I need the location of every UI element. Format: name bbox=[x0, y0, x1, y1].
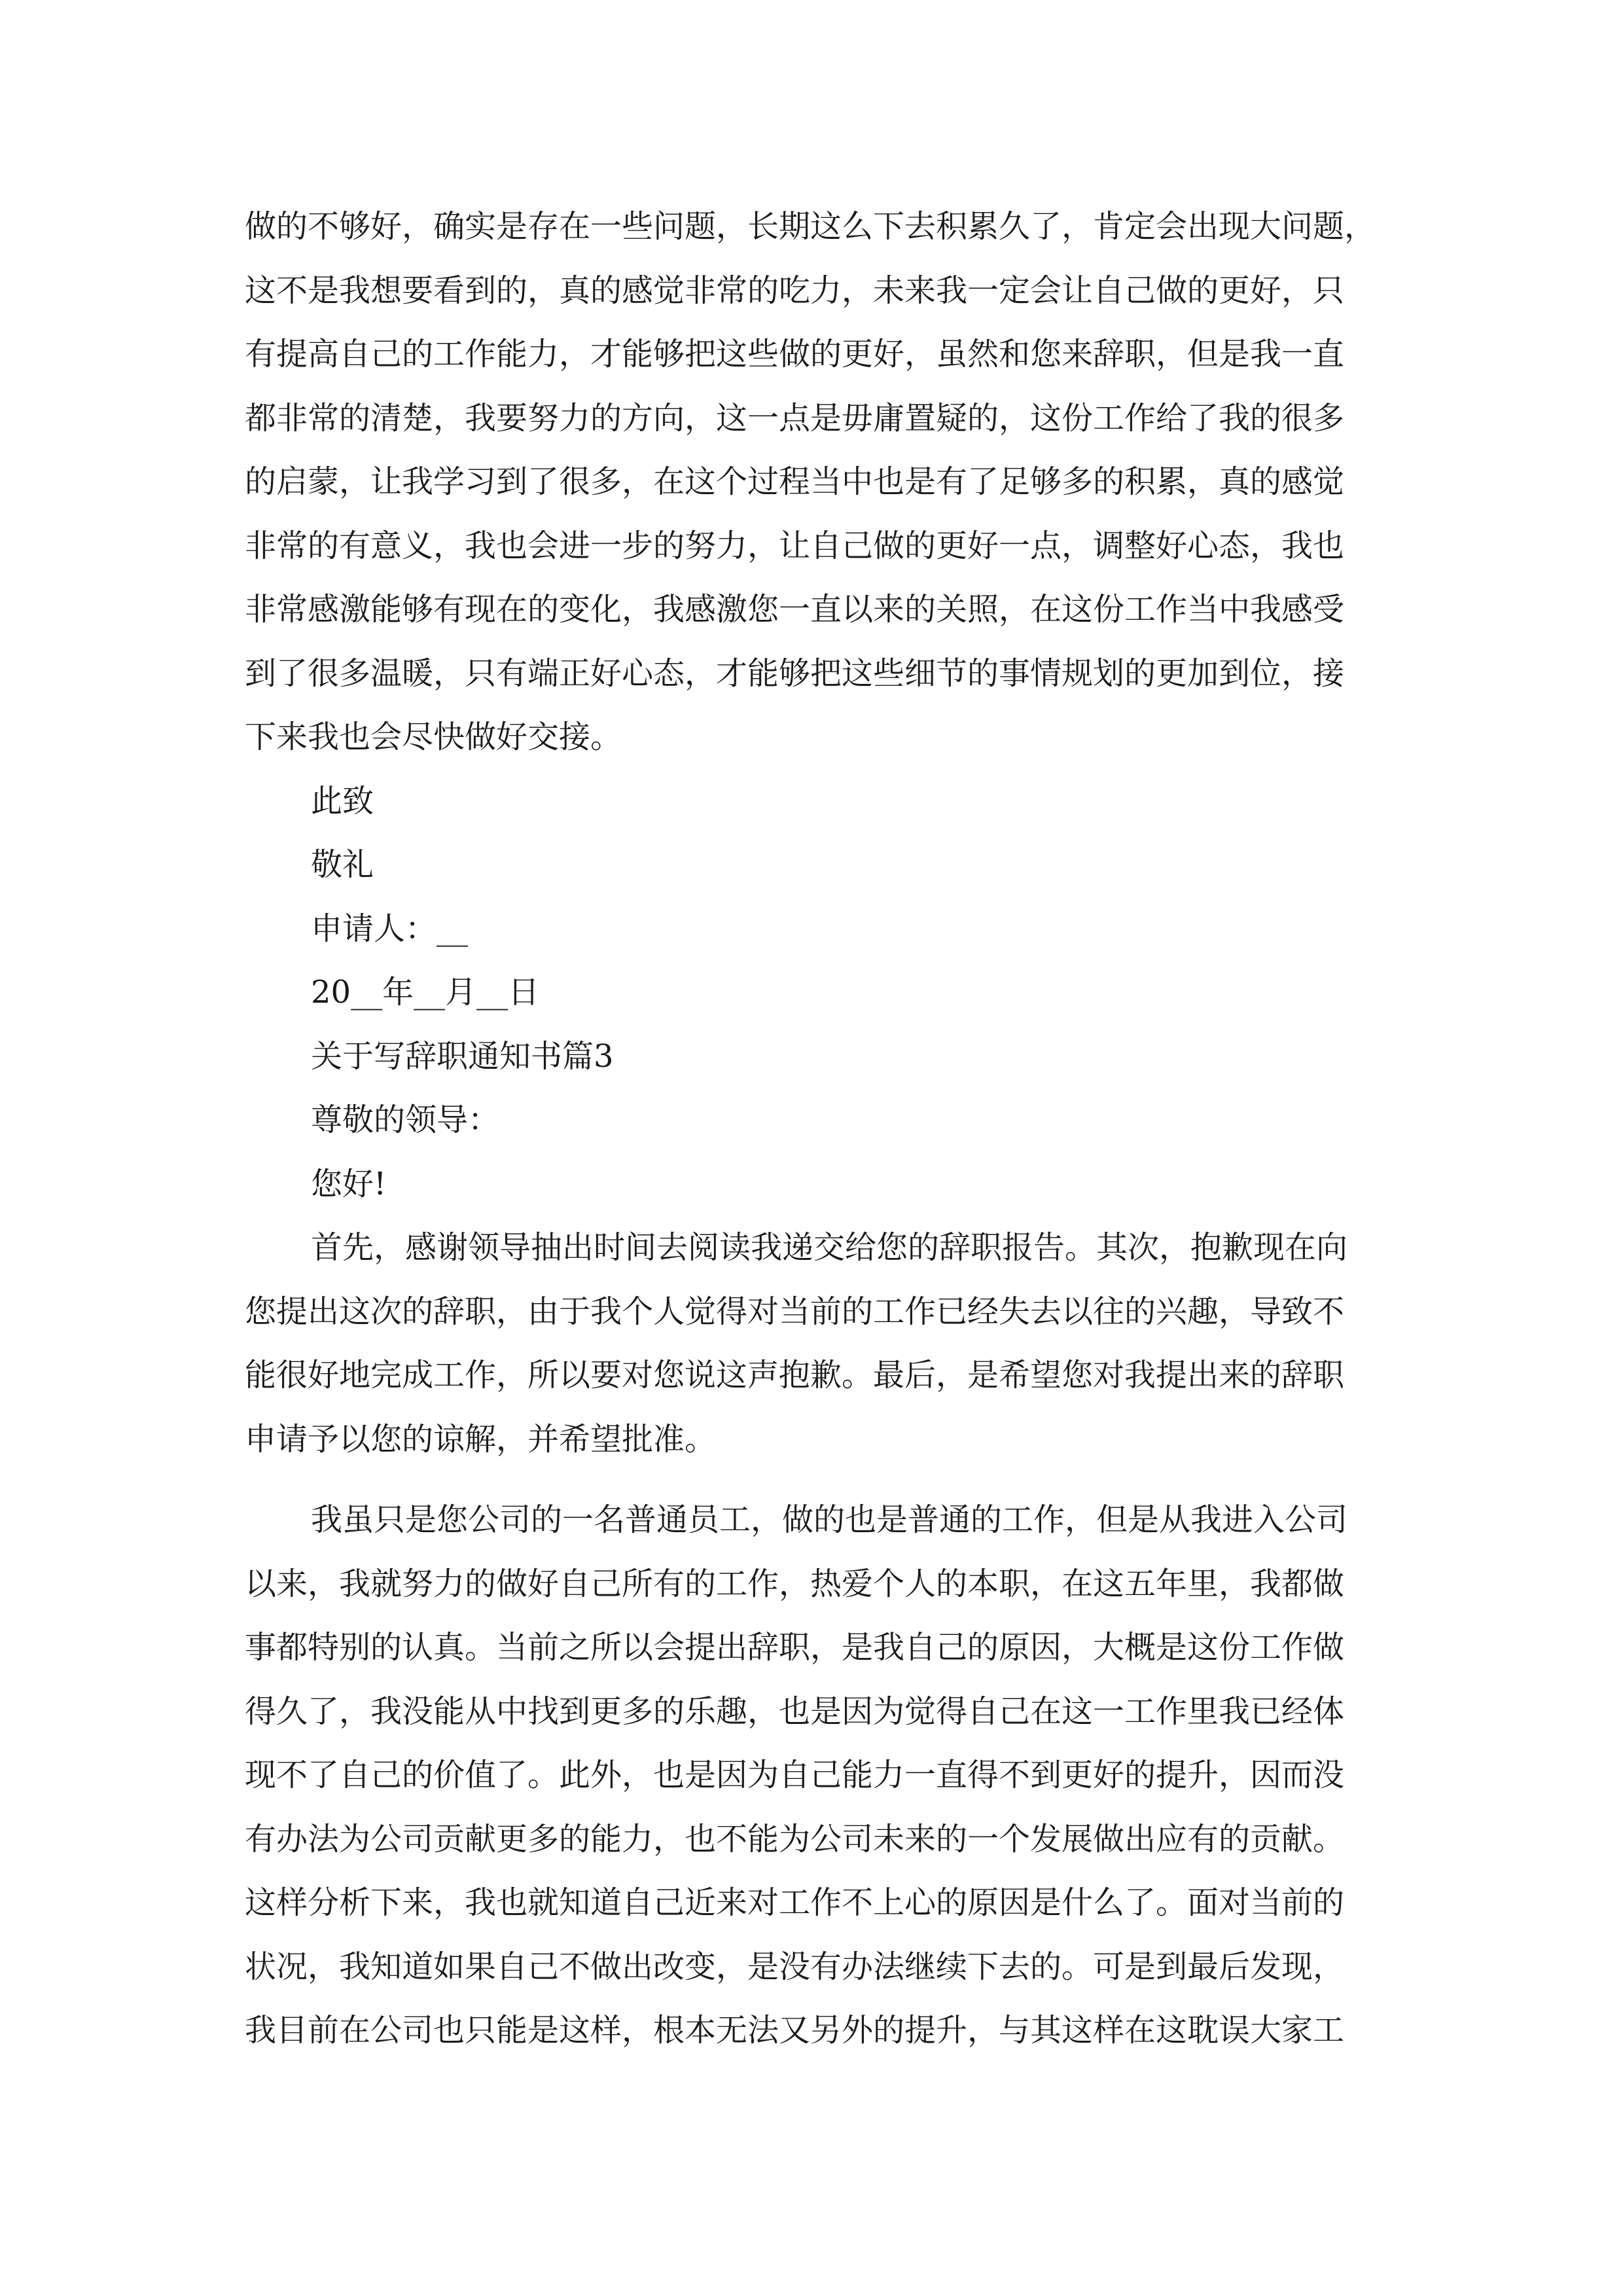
greeting-hello: 您好! bbox=[311, 1165, 387, 1202]
document-body bbox=[245, 195, 1429, 2063]
paragraph-line: 都非常的清楚，我要努力的方向，这一点是毋庸置疑的，这份工作给了我的很多 bbox=[245, 399, 1345, 437]
paragraph-line: 我虽只是您公司的一名普通员工，做的也是普通的工作，但是从我进入公司 bbox=[311, 1501, 1348, 1538]
paragraph-line: 到了很多温暖，只有端正好心态，才能够把这些细节的事情规划的更加到位，接 bbox=[245, 655, 1345, 692]
paragraph-line: 非常感激能够有现在的变化，我感激您一直以来的关照，在这份工作当中我感受 bbox=[245, 591, 1345, 628]
paragraph-line: 状况，我知道如果自己不做出改变，是没有办法继续下去的。可是到最后发现， bbox=[245, 1948, 1345, 1985]
applicant-line: 申请人：__ bbox=[311, 910, 469, 947]
paragraph-line: 非常的有意义，我也会进一步的努力，让自己做的更好一点，调整好心态，我也 bbox=[245, 527, 1345, 564]
paragraph-line: 以来，我就努力的做好自己所有的工作，热爱个人的本职，在这五年里，我都做 bbox=[245, 1565, 1345, 1602]
section-heading: 关于写辞职通知书篇3 bbox=[311, 1037, 614, 1075]
paragraph-line: 有提高自己的工作能力，才能够把这些做的更好，虽然和您来辞职，但是我一直 bbox=[245, 336, 1345, 372]
paragraph-line: 这样分析下来，我也就知道自己近来对工作不上心的原因是什么了。面对当前的 bbox=[245, 1884, 1345, 1921]
paragraph-line: 我目前在公司也只能是这样，根本无法又另外的提升，与其这样在这耽误大家工 bbox=[245, 2012, 1345, 2049]
date-line: 20__年__月__日 bbox=[311, 974, 540, 1011]
paragraph-line: 能很好地完成工作，所以要对您说这声抱歉。最后，是希望您对我提出来的辞职 bbox=[245, 1357, 1345, 1393]
closing-salutation: 此致 bbox=[311, 782, 374, 819]
paragraph-line: 得久了，我没能从中找到更多的乐趣，也是因为觉得自己在这一工作里我已经体 bbox=[245, 1693, 1345, 1730]
paragraph-line: 事都特别的认真。当前之所以会提出辞职，是我自己的原因，大概是这份工作做 bbox=[245, 1629, 1345, 1666]
paragraph-line: 做的不够好，确实是存在一些问题，长期这么下去积累久了，肯定会出现大问题， bbox=[245, 208, 1376, 245]
paragraph-line: 的启蒙，让我学习到了很多，在这个过程当中也是有了足够多的积累，真的感觉 bbox=[245, 463, 1345, 500]
paragraph-line: 首先，感谢领导抽出时间去阅读我递交给您的辞职报告。其次，抱歉现在向 bbox=[311, 1229, 1348, 1266]
greeting-recipient: 尊敬的领导： bbox=[311, 1102, 500, 1138]
paragraph-spacer bbox=[245, 1471, 1429, 1488]
paragraph-line: 您提出这次的辞职，由于我个人觉得对当前的工作已经失去以往的兴趣，导致不 bbox=[245, 1293, 1345, 1330]
paragraph-line: 有办法为公司贡献更多的能力，也不能为公司未来的一个发展做出应有的贡献。 bbox=[245, 1820, 1345, 1857]
paragraph-line: 现不了自己的价值了。此外，也是因为自己能力一直得不到更好的提升，因而没 bbox=[245, 1757, 1345, 1793]
closing-regards: 敬礼 bbox=[311, 846, 374, 883]
paragraph-line: 下来我也会尽快做好交接。 bbox=[245, 719, 622, 755]
paragraph-line: 这不是我想要看到的，真的感觉非常的吃力，未来我一定会让自己做的更好，只 bbox=[245, 272, 1345, 309]
paragraph-line: 申请予以您的谅解，并希望批准。 bbox=[245, 1420, 717, 1458]
